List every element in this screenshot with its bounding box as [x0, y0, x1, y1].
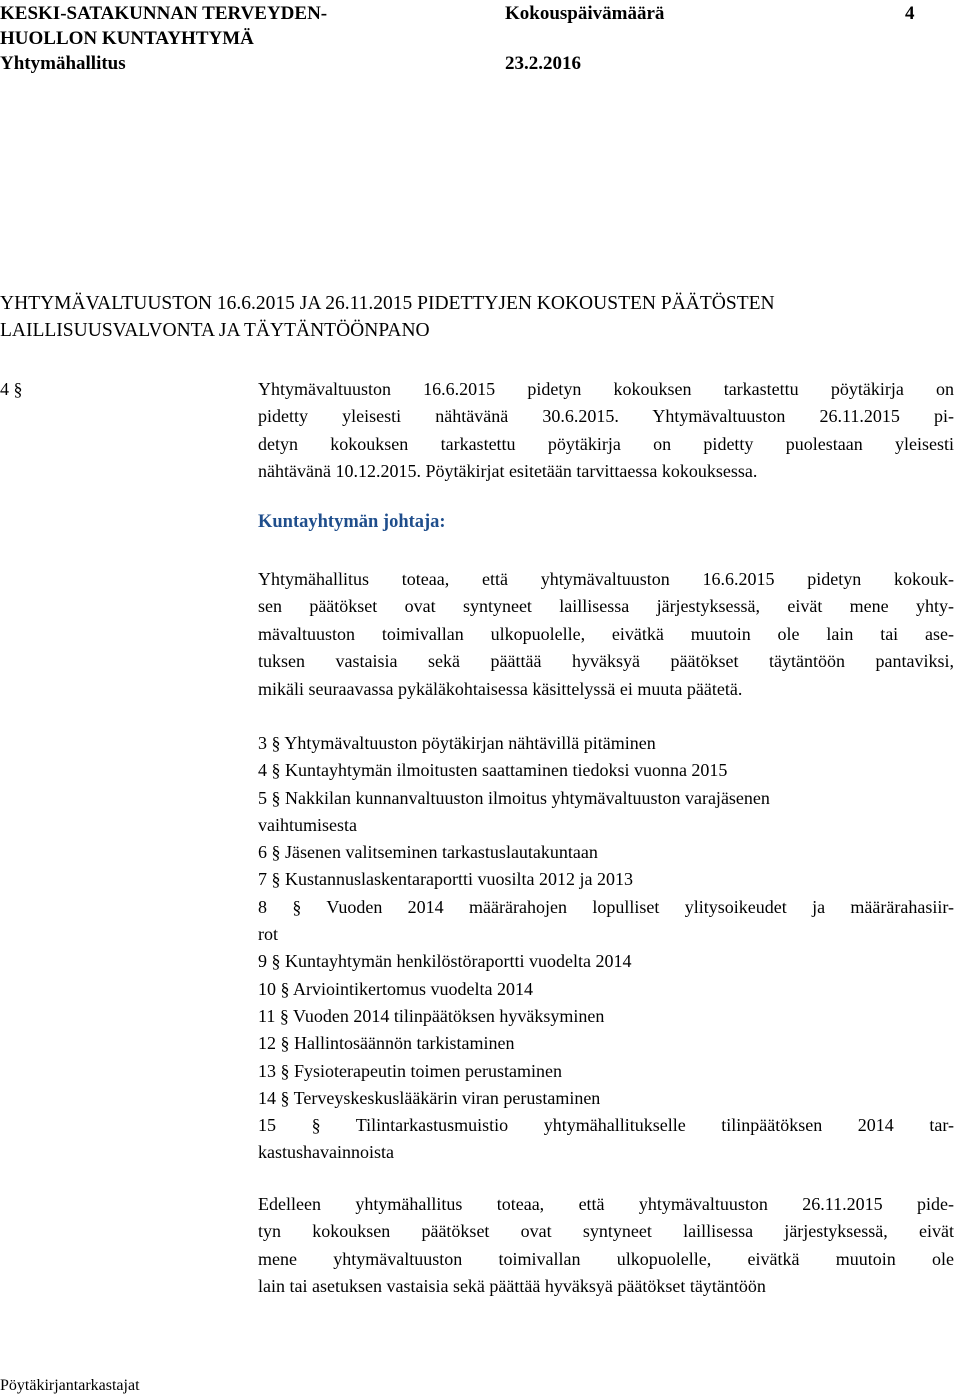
- list-item: 12 § Hallintosäännön tarkistaminen: [258, 1033, 515, 1054]
- decisions-list: [258, 730, 958, 1167]
- paragraph-line: pidetty yleisesti nähtävänä 30.6.2015. Yhtymävaltuuston 26.11.2015 pi-: [258, 406, 954, 427]
- org-name-line1: KESKI-SATAKUNNAN TERVEYDEN-: [0, 3, 328, 24]
- paragraph-line: sen päätökset ovat syntyneet laillisessa järjestyksessä, eivät mene yhty-: [258, 596, 954, 617]
- paragraph-line: tuksen vastaisia sekä päättää hyväksyä päätökset täytäntöön pantaviksi,: [258, 651, 954, 672]
- list-item: 4 § Kuntayhtymän ilmoitusten saattaminen tiedoksi vuonna 2015: [258, 760, 728, 781]
- list-item: 9 § Kuntayhtymän henkilöstöraportti vuodelta 2014: [258, 951, 632, 972]
- paragraph-line: nähtävänä 10.12.2015. Pöytäkirjat esitetään tarvittaessa kokouksessa.: [258, 461, 758, 482]
- date-label: Kokouspäivämäärä: [505, 3, 665, 24]
- list-item: vaihtumisesta: [258, 814, 357, 835]
- title-line-2: LAILLISUUSVALVONTA JA TÄYTÄNTÖÖNPANO: [0, 320, 430, 341]
- list-item: 8 § Vuoden 2014 määrärahojen lopulliset ylitysoikeudet ja määrärahasiir-: [258, 896, 954, 917]
- list-item: 7 § Kustannuslaskentaraportti vuosilta 2012 ja 2013: [258, 869, 633, 890]
- paragraph-line: Yhtymävaltuuston 16.6.2015 pidetyn kokouksen tarkastettu pöytäkirja on: [258, 379, 954, 399]
- title-line-1: YHTYMÄVALTUUSTON 16.6.2015 JA 26.11.2015 PIDETTYJEN KOKOUSTEN PÄÄTÖSTEN: [0, 293, 775, 314]
- paragraph-line: tyn kokouksen päätökset ovat syntyneet laillisessa järjestyksessä, eivät: [258, 1221, 954, 1242]
- list-item: kastushavainnoista: [258, 1142, 394, 1163]
- org-name-line2: HUOLLON KUNTAYHTYMÄ: [0, 28, 254, 49]
- list-item: 6 § Jäsenen valitseminen tarkastuslautakuntaan: [258, 842, 598, 863]
- list-item: 3 § Yhtymävaltuuston pöytäkirjan nähtävillä pitäminen: [258, 733, 656, 753]
- section-number: 4 §: [0, 379, 23, 399]
- list-item: 13 § Fysioterapeutin toimen perustaminen: [258, 1060, 562, 1081]
- list-item: 15 § Tilintarkastusmuistio yhtymähallitukselle tilinpäätöksen 2014 tar-: [258, 1115, 954, 1136]
- paragraph-line: lain tai asetuksen vastaisia sekä päättää hyväksyä päätökset täytäntöön: [258, 1276, 766, 1297]
- list-item: 10 § Arviointikertomus vuodelta 2014: [258, 978, 533, 999]
- body-name: Yhtymähallitus: [0, 53, 126, 74]
- proposal-paragraph: [258, 566, 954, 703]
- paragraph-line: Yhtymähallitus toteaa, että yhtymävaltuuston 16.6.2015 pidetyn kokouk-: [258, 569, 954, 589]
- list-item: rot: [258, 924, 278, 945]
- list-item: 11 § Vuoden 2014 tilinpäätöksen hyväksyminen: [258, 1005, 605, 1026]
- closing-paragraph: [258, 1191, 954, 1301]
- paragraph-line: mikäli seuraavassa pykäläkohtaisessa käsittelyssä ei muuta päätetä.: [258, 678, 743, 699]
- paragraph-line: mävaltuuston toimivallan ulkopuolelle, eivätkä muutoin ole lain tai ase-: [258, 623, 954, 644]
- document-title: [0, 290, 775, 344]
- section-paragraph: [258, 376, 954, 486]
- paragraph-line: detyn kokouksen tarkastettu pöytäkirja on pidetty puolestaan yleisesti: [258, 433, 954, 454]
- footer-label: Pöytäkirjantarkastajat: [0, 1377, 140, 1394]
- page-number: 4: [905, 3, 915, 24]
- list-item: 14 § Terveyskeskuslääkärin viran perustaminen: [258, 1087, 601, 1108]
- proposal-heading: Kuntayhtymän johtaja:: [258, 512, 446, 532]
- date-value: 23.2.2016: [505, 53, 581, 74]
- paragraph-line: mene yhtymävaltuuston toimivallan ulkopuolelle, eivätkä muutoin ole: [258, 1248, 954, 1269]
- paragraph-line: Edelleen yhtymähallitus toteaa, että yhtymävaltuuston 26.11.2015 pide-: [258, 1194, 954, 1214]
- list-item: 5 § Nakkilan kunnanvaltuuston ilmoitus yhtymävaltuuston varajäsenen: [258, 787, 770, 808]
